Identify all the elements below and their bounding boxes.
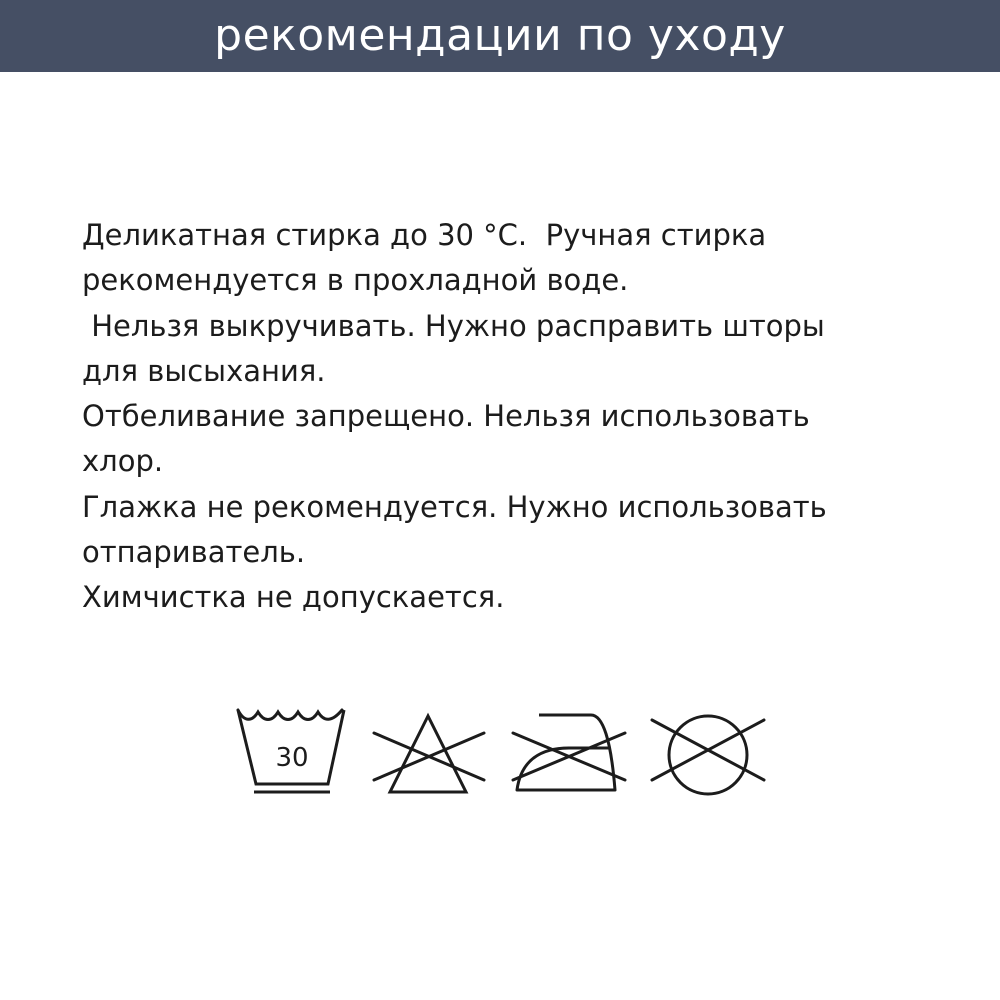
header-bar (0, 0, 1000, 72)
care-instructions (82, 213, 962, 621)
care-line: отпариватель. (82, 535, 306, 570)
care-symbols (0, 700, 1000, 810)
care-line: для высыхания. (82, 353, 326, 388)
care-line: Химчистка не допускается. (82, 580, 505, 615)
wash-basin-icon (232, 700, 352, 800)
no-iron-icon (511, 700, 631, 800)
no-bleach-icon (372, 700, 492, 800)
care-line: Глажка не рекомендуется. Нужно использовать (82, 489, 827, 524)
no-dry-clean-icon (650, 700, 770, 800)
care-line: Отбеливание запрещено. Нельзя использовать (82, 399, 810, 434)
page-title: рекомендации по уходу (214, 10, 786, 61)
care-line: Нельзя выкручивать. Нужно расправить шторы (82, 308, 825, 343)
wash-temperature: 30 (275, 743, 309, 773)
care-line: Деликатная стирка до 30 °С. Ручная стирка (82, 218, 767, 252)
care-line: рекомендуется в прохладной воде. (82, 263, 629, 298)
care-line: хлор. (82, 444, 164, 479)
